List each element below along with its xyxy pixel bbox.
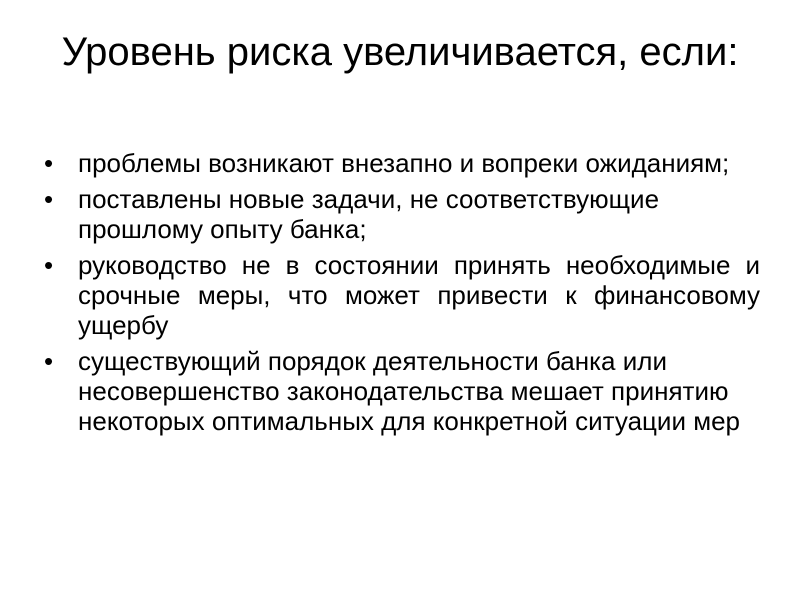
bullet-marker-icon: • [44,346,54,376]
bullet-item [44,250,760,340]
bullet-text: руководство не в состоянии принять необходимые и срочные меры, что может привести к финансовому ущербу [78,250,760,340]
bullet-marker-icon: • [44,148,54,178]
bullet-item [44,184,760,244]
bullet-item [44,148,760,178]
bullet-item [44,346,760,436]
slide-title: Уровень риска увеличивается, если: [61,30,739,74]
bullet-marker-icon: • [44,250,54,280]
bullet-text: проблемы возникают внезапно и вопреки ожиданиям; [78,148,730,178]
bullet-text: поставлены новые задачи, не соответствующие прошлому опыту банка; [78,184,660,244]
bullet-text: существующий порядок деятельности банка или несовершенство законодательства мешает принятию некоторых оптимальных для конкретной ситуации мер [78,346,740,436]
bullet-list [44,148,760,442]
bullet-marker-icon: • [44,184,54,214]
